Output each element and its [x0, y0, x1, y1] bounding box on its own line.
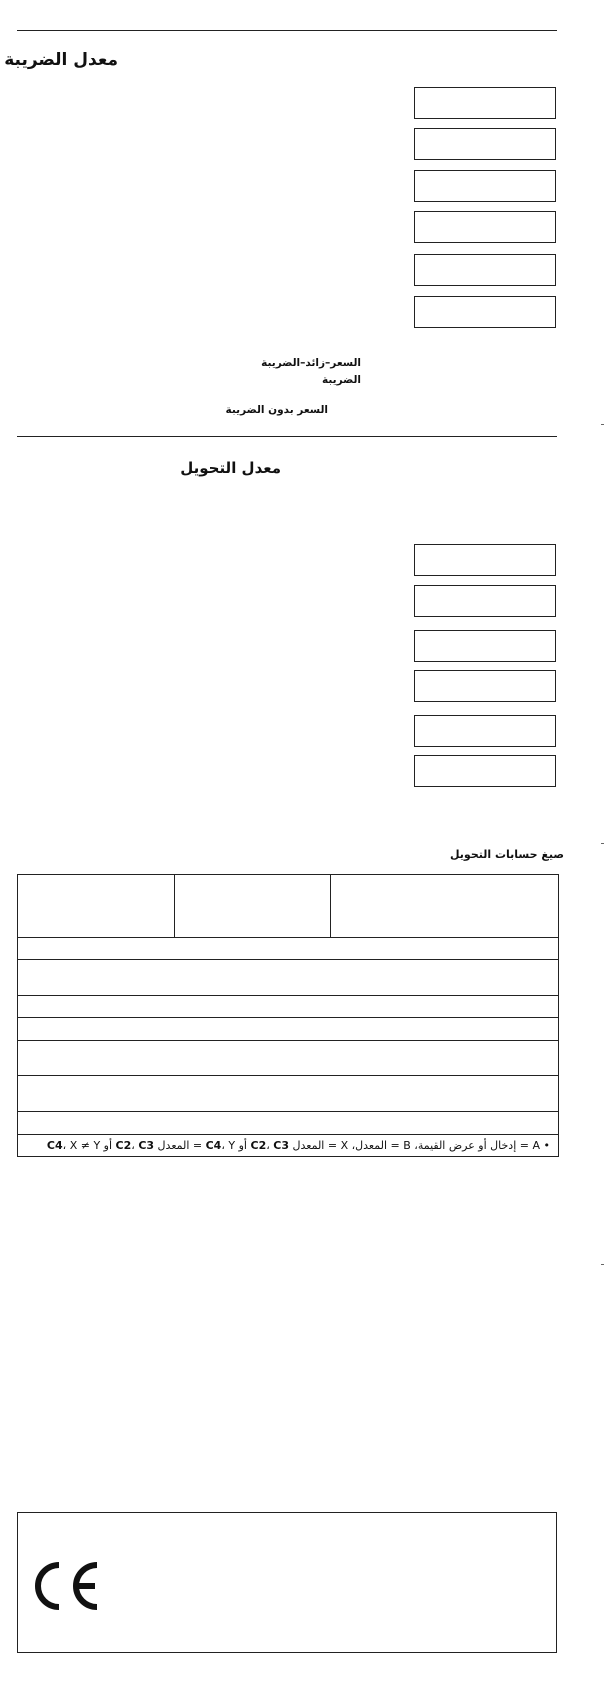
- ce-mark-frame: [17, 1512, 557, 1653]
- conversion-formulas-table: [17, 874, 559, 1157]
- tax-display-box-2: [414, 128, 556, 160]
- conversion-display-box-2: [414, 585, 556, 617]
- price-plus-tax-label: السعر–زائد–الضريبة: [261, 357, 361, 369]
- tax-label: الضريبة: [321, 374, 361, 386]
- formulas-note: • A = إدخال أو عرض القيمة، B = المعدل، X = المعدل C2، C3 أو C4، Y = المعدل C2، C3 أو C4، X ≠ Y: [18, 1135, 559, 1157]
- tax-display-box-4: [414, 211, 556, 243]
- conversion-display-box-1: [414, 544, 556, 576]
- tax-display-box-5: [414, 254, 556, 286]
- table-row: [18, 960, 559, 996]
- middle-divider: [17, 436, 557, 437]
- tax-display-box-3: [414, 170, 556, 202]
- conversion-display-box-4: [414, 670, 556, 702]
- tax-display-box-1: [414, 87, 556, 119]
- conversion-display-box-3: [414, 630, 556, 662]
- table-row: [18, 1112, 559, 1135]
- conversion-display-box-5: [414, 715, 556, 747]
- top-divider: [17, 30, 557, 31]
- table-row: [18, 1018, 559, 1041]
- price-without-tax-label: السعر بدون الضريبة: [225, 404, 328, 416]
- formulas-header-cell-2: [175, 875, 331, 938]
- table-row: [18, 996, 559, 1018]
- formulas-note-row: [18, 1135, 559, 1157]
- conversion-display-box-6: [414, 755, 556, 787]
- formulas-header-cell-1: [18, 875, 175, 938]
- table-row: [18, 1041, 559, 1076]
- tax-rate-title: معدل الضريبة: [4, 50, 118, 70]
- tax-display-box-6: [414, 296, 556, 328]
- conversion-rate-title: معدل التحويل: [180, 459, 281, 477]
- note-bullet: •: [543, 1139, 550, 1152]
- conversion-formulas-title: صيغ حسابات التحويل: [449, 848, 564, 861]
- formulas-header-row: [18, 875, 559, 938]
- ce-mark-icon: [29, 1557, 105, 1615]
- table-row: [18, 938, 559, 960]
- table-row: [18, 1076, 559, 1112]
- formulas-header-cell-3: [331, 875, 559, 938]
